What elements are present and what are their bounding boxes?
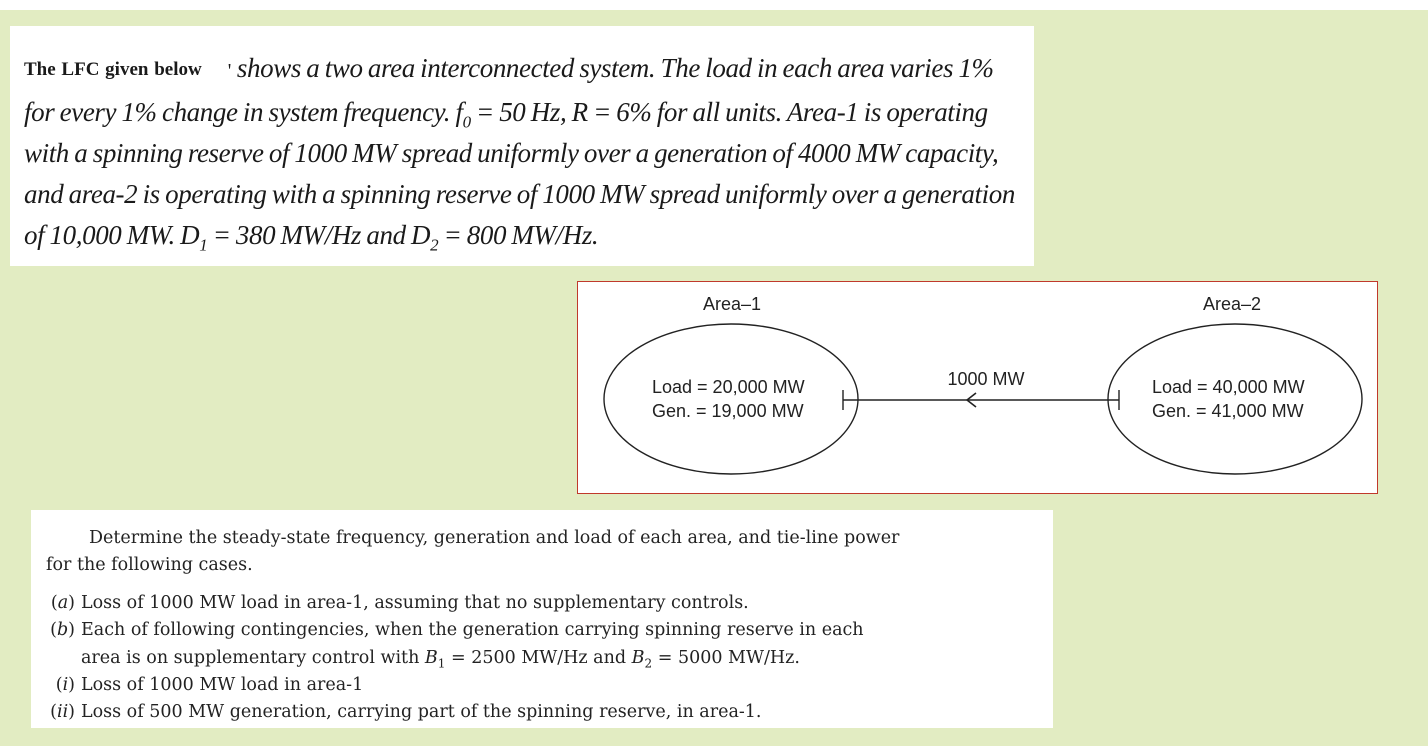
area1-gen: Gen. = 19,000 MW [652,401,804,421]
b2-value: = 5000 MW/Hz. [652,648,800,668]
area2-ellipse [1108,324,1362,474]
b1-symbol: B [424,648,438,668]
b1-subscript: 1 [437,656,446,671]
b1-value: = 2500 MW/Hz and [445,648,632,668]
d1-subscript: 1 [199,235,208,255]
question-ii-marker: (ii) [50,702,75,722]
question-b [31,620,864,640]
statement-lead: The LFC given below [24,59,202,80]
question-b-text-2: area is on supplementary control with [81,648,425,668]
b2-subscript: 2 [644,656,653,671]
question-b-text-1: Each of following contingencies, when the generation carrying spinning reserve in each [81,620,864,640]
statement-text-1: shows a two area interconnected system. The load in each area varies 1% for every 1% change in system frequency. [24,53,994,127]
statement-tick: ' [227,60,231,82]
area2-gen: Gen. = 41,000 MW [1152,401,1304,421]
area2-load: Load = 40,000 MW [1152,377,1305,397]
question-ii-text: Loss of 500 MW generation, carrying part of the spinning reserve, in area-1. [81,702,762,722]
question-ii [31,702,762,722]
two-area-diagram [577,281,1378,494]
tie-line-label: 1000 MW [947,369,1025,389]
diagram-svg [578,282,1377,493]
question-a-text: Loss of 1000 MW load in area-1, assuming that no supplementary controls. [81,593,749,613]
area1-ellipse [604,324,858,474]
question-i-text: Loss of 1000 MW load in area-1 [81,675,364,695]
f-symbol: f [455,97,463,127]
question-b-marker: (b) [50,620,75,640]
statement-text-2: = 50 Hz, R = 6% for all units. Area-1 is operating with a spinning reserve of 1000 MW spread uniformly over a generation of 4000 MW capacity, and area-2 is operating with a spinning reserve of 1000 MW spread uniformly over a generation of 10,000 MW. [24,97,1015,250]
questions-intro-line2: for the following cases. [46,555,253,575]
statement-paragraph [24,48,1029,256]
area2-title: Area–2 [1202,294,1262,314]
question-a-marker: (a) [50,593,75,613]
d1-symbol: D [180,220,200,250]
question-i [31,675,363,695]
f-subscript: 0 [462,112,471,132]
question-b-line2 [81,648,800,671]
questions-intro-line1: Determine the steady-state frequency, generation and load of each area, and tie-line power [89,528,900,548]
d2-symbol: D [411,220,431,250]
d1-value: = 380 MW/Hz and [207,220,412,250]
question-a [31,593,749,613]
content-panel [0,10,1428,746]
d2-subscript: 2 [430,235,439,255]
area1-load: Load = 20,000 MW [652,377,805,397]
b2-symbol: B [631,648,645,668]
problem-statement [10,26,1034,266]
questions-box [31,510,1053,728]
question-i-marker: (i) [55,675,75,695]
d2-value: = 800 MW/Hz. [438,220,599,250]
area1-title: Area–1 [702,294,762,314]
